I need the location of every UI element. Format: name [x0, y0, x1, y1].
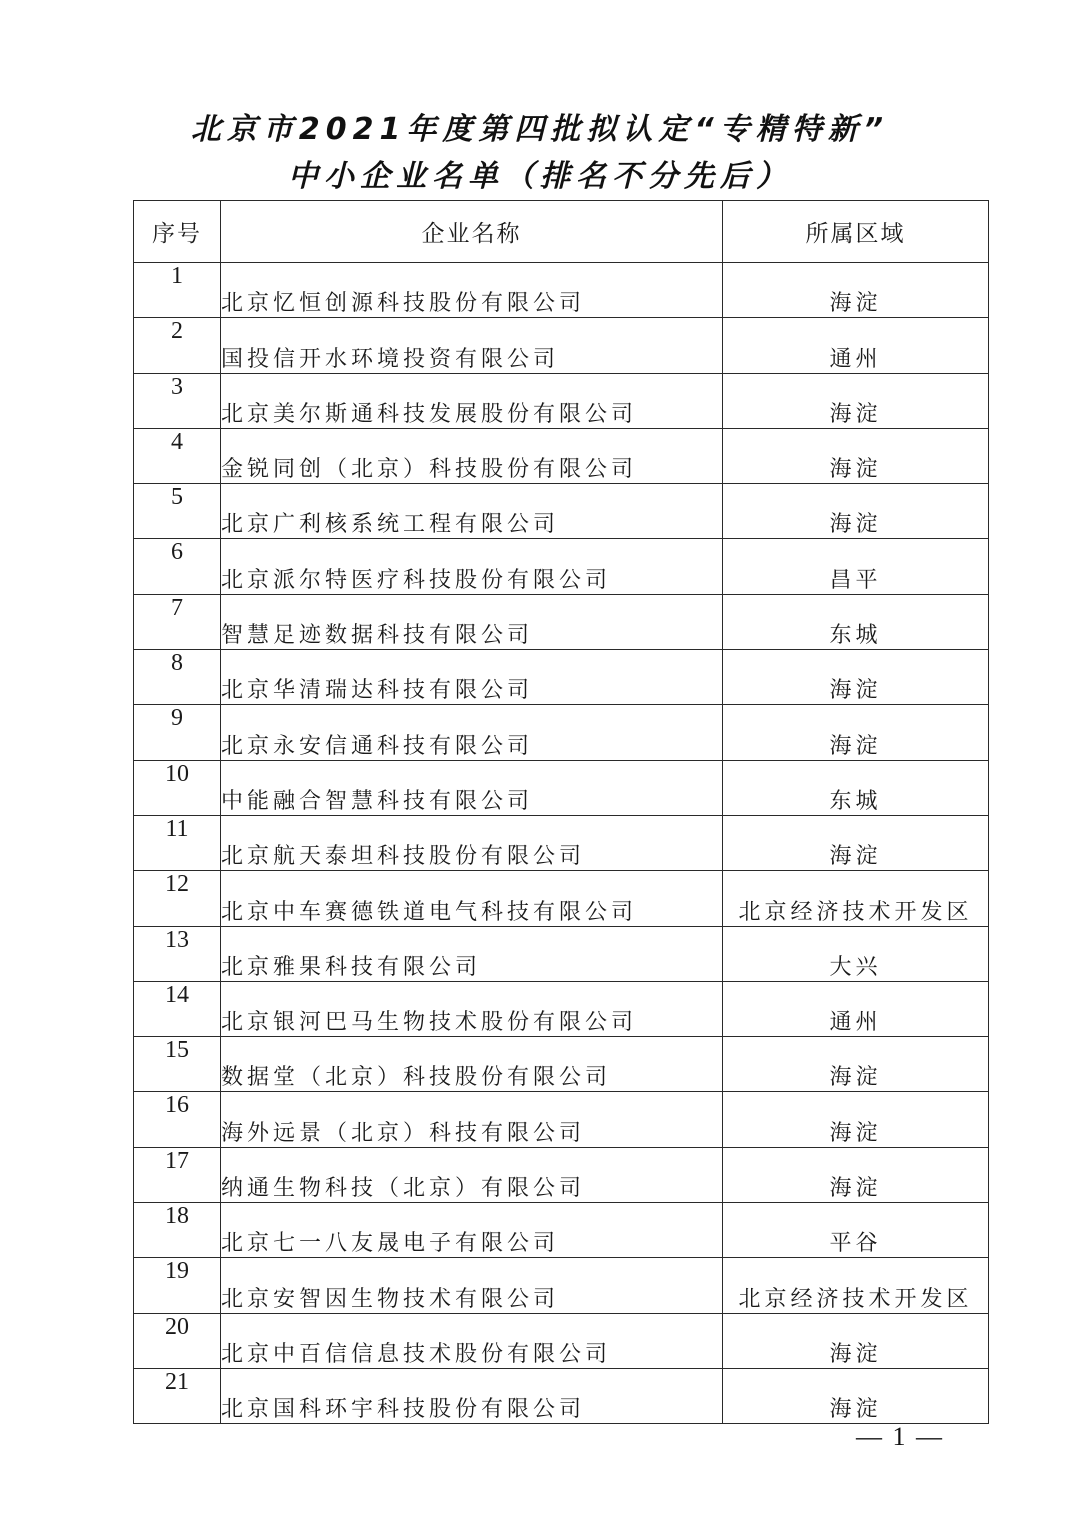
- company-name: 北京永安信通科技有限公司: [221, 705, 723, 760]
- row-index: 4: [134, 428, 221, 483]
- table-row: [134, 650, 989, 705]
- table-row: [134, 484, 989, 539]
- row-index: 5: [134, 484, 221, 539]
- region-name: 海淀: [723, 263, 989, 318]
- region-name: 海淀: [723, 484, 989, 539]
- company-name: 纳通生物科技（北京）有限公司: [221, 1147, 723, 1202]
- table-row: [134, 871, 989, 926]
- region-name: 昌平: [723, 539, 989, 594]
- row-index: 20: [134, 1313, 221, 1368]
- table-row: [134, 1368, 989, 1423]
- table-row: [134, 1203, 989, 1258]
- company-name: 北京中百信信息技术股份有限公司: [221, 1313, 723, 1368]
- row-index: 21: [134, 1368, 221, 1423]
- region-name: 东城: [723, 760, 989, 815]
- table-row: [134, 594, 989, 649]
- region-name: 海淀: [723, 373, 989, 428]
- row-index: 3: [134, 373, 221, 428]
- table-row: [134, 981, 989, 1036]
- company-name: 北京安智因生物技术有限公司: [221, 1258, 723, 1313]
- table-row: [134, 1258, 989, 1313]
- region-name: 海淀: [723, 705, 989, 760]
- region-name: 东城: [723, 594, 989, 649]
- row-index: 12: [134, 871, 221, 926]
- page-title-line-1: 北京市2021年度第四批拟认定“专精特新”: [190, 112, 890, 147]
- table-row: [134, 1037, 989, 1092]
- table-row: [134, 539, 989, 594]
- table-row: [134, 1147, 989, 1202]
- region-name: 大兴: [723, 926, 989, 981]
- header-index: 序号: [134, 201, 221, 263]
- region-name: 通州: [723, 318, 989, 373]
- table-row: [134, 428, 989, 483]
- table-row: [134, 1092, 989, 1147]
- table-header-row: [134, 201, 989, 263]
- table-row: [134, 926, 989, 981]
- company-list-table: [133, 200, 989, 1424]
- company-name: 北京七一八友晟电子有限公司: [221, 1203, 723, 1258]
- row-index: 1: [134, 263, 221, 318]
- row-index: 18: [134, 1203, 221, 1258]
- table-body: [134, 263, 989, 1424]
- region-name: 平谷: [723, 1203, 989, 1258]
- region-name: 北京经济技术开发区: [723, 1258, 989, 1313]
- region-name: 海淀: [723, 650, 989, 705]
- region-name: 海淀: [723, 1037, 989, 1092]
- region-name: 北京经济技术开发区: [723, 871, 989, 926]
- region-name: 海淀: [723, 815, 989, 870]
- table-row: [134, 318, 989, 373]
- company-name: 数据堂（北京）科技股份有限公司: [221, 1037, 723, 1092]
- company-name: 北京华清瑞达科技有限公司: [221, 650, 723, 705]
- company-name: 北京银河巴马生物技术股份有限公司: [221, 981, 723, 1036]
- company-name: 北京美尔斯通科技发展股份有限公司: [221, 373, 723, 428]
- row-index: 11: [134, 815, 221, 870]
- company-name: 北京中车赛德铁道电气科技有限公司: [221, 871, 723, 926]
- company-name: 北京国科环宇科技股份有限公司: [221, 1368, 723, 1423]
- company-name: 北京雅果科技有限公司: [221, 926, 723, 981]
- table-row: [134, 815, 989, 870]
- header-region: 所属区域: [723, 201, 989, 263]
- company-name: 北京广利核系统工程有限公司: [221, 484, 723, 539]
- company-name: 智慧足迹数据科技有限公司: [221, 594, 723, 649]
- page-title-line-2: 中小企业名单（排名不分先后）: [288, 159, 792, 194]
- company-name: 国投信开水环境投资有限公司: [221, 318, 723, 373]
- row-index: 15: [134, 1037, 221, 1092]
- row-index: 19: [134, 1258, 221, 1313]
- row-index: 13: [134, 926, 221, 981]
- company-name: 金锐同创（北京）科技股份有限公司: [221, 428, 723, 483]
- table-row: [134, 373, 989, 428]
- row-index: 2: [134, 318, 221, 373]
- row-index: 16: [134, 1092, 221, 1147]
- company-name: 北京派尔特医疗科技股份有限公司: [221, 539, 723, 594]
- region-name: 海淀: [723, 1368, 989, 1423]
- row-index: 9: [134, 705, 221, 760]
- company-name: 北京航天泰坦科技股份有限公司: [221, 815, 723, 870]
- row-index: 8: [134, 650, 221, 705]
- page-number: — 1 —: [856, 1422, 944, 1451]
- company-name: 海外远景（北京）科技有限公司: [221, 1092, 723, 1147]
- table-row: [134, 760, 989, 815]
- table-row: [134, 1313, 989, 1368]
- row-index: 17: [134, 1147, 221, 1202]
- region-name: 海淀: [723, 1313, 989, 1368]
- row-index: 10: [134, 760, 221, 815]
- row-index: 6: [134, 539, 221, 594]
- table-row: [134, 705, 989, 760]
- row-index: 7: [134, 594, 221, 649]
- company-name: 中能融合智慧科技有限公司: [221, 760, 723, 815]
- table-row: [134, 263, 989, 318]
- region-name: 海淀: [723, 428, 989, 483]
- company-name: 北京忆恒创源科技股份有限公司: [221, 263, 723, 318]
- header-company-name: 企业名称: [221, 201, 723, 263]
- row-index: 14: [134, 981, 221, 1036]
- region-name: 海淀: [723, 1147, 989, 1202]
- region-name: 海淀: [723, 1092, 989, 1147]
- region-name: 通州: [723, 981, 989, 1036]
